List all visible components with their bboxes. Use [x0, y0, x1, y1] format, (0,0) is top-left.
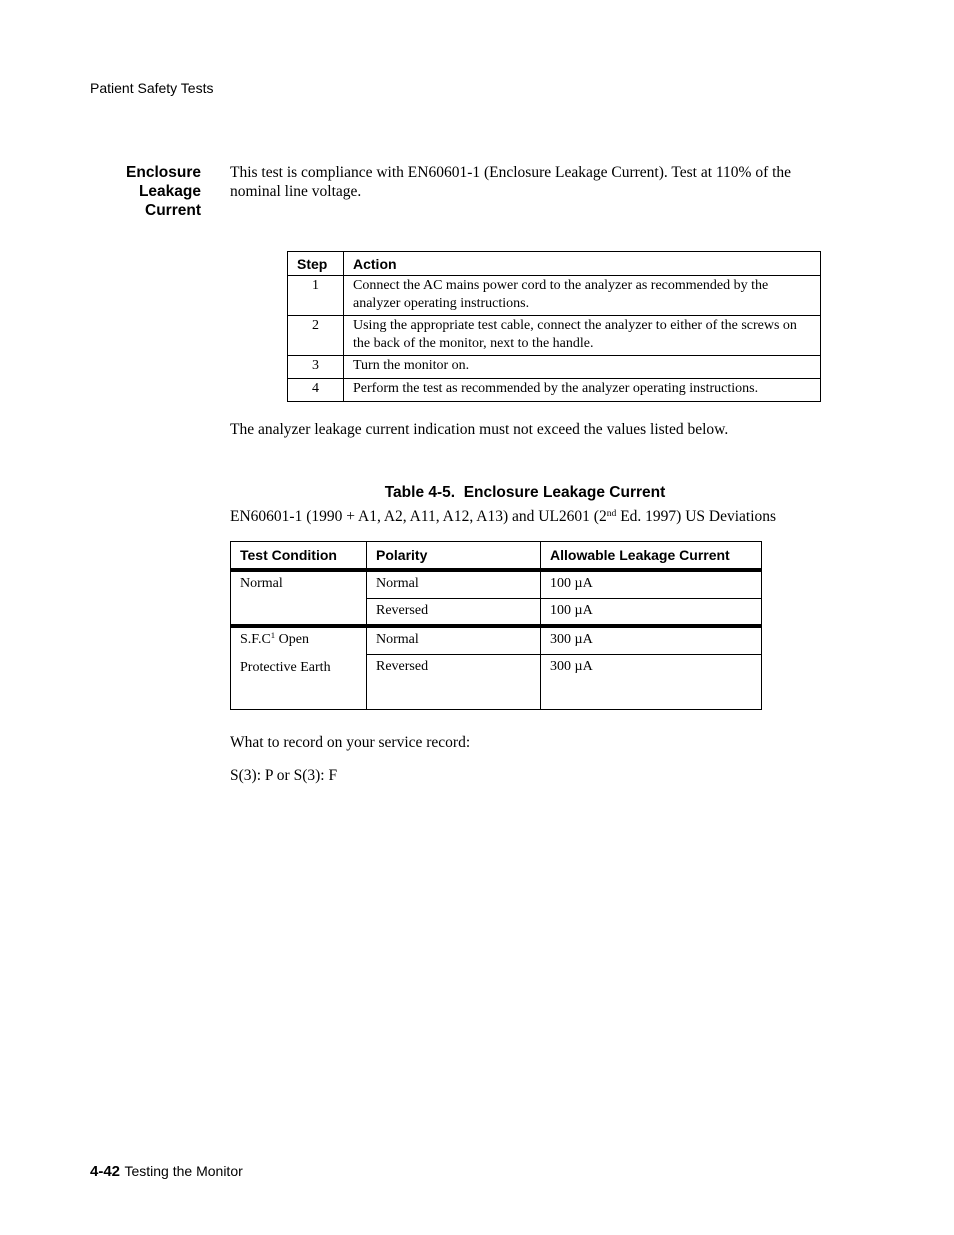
table-row: [288, 356, 821, 379]
step-column-header: Step: [288, 252, 344, 276]
polarity-header: Polarity: [367, 542, 541, 571]
subtitle-superscript: nd: [606, 507, 617, 519]
leakage-limit-cell: 100 µA: [541, 570, 762, 598]
table-row: [288, 276, 821, 316]
subtitle-text: EN60601-1 (1990 + A1, A2, A11, A12, A13) and UL2601 (2: [230, 508, 607, 525]
table-row: [288, 379, 821, 402]
test-condition-cell: Normal: [231, 570, 367, 626]
step-number: 1: [288, 276, 344, 316]
step-number: 4: [288, 379, 344, 402]
leakage-limit-cell: 300 µA: [541, 626, 762, 654]
condition-footnote-mark: 1: [270, 630, 276, 641]
table-row: [231, 570, 762, 598]
table-row: [288, 316, 821, 356]
condition-line-1: [240, 631, 357, 649]
test-condition-cell: [231, 626, 367, 709]
step-action: Connect the AC mains power cord to the analyzer as recommended by the analyzer operating instructions.: [344, 276, 821, 316]
step-number: 2: [288, 316, 344, 356]
table-subtitle: [230, 507, 776, 526]
section-heading-line: Current: [145, 202, 201, 219]
subtitle-text-end: Ed. 1997) US Deviations: [616, 508, 777, 525]
section-heading: [60, 163, 201, 220]
condition-text-end: Open: [275, 632, 309, 647]
leakage-limit-cell: 100 µA: [541, 598, 762, 626]
step-action: Using the appropriate test cable, connect the analyzer to either of the screws on the back of the monitor, next to the handle.: [344, 316, 821, 356]
table-caption: Table 4-5. Enclosure Leakage Current: [384, 484, 666, 501]
page-footer: [90, 1162, 243, 1181]
intro-paragraph: This test is compliance with EN60601-1 (Enclosure Leakage Current). Test at 110% of the nominal line voltage.: [230, 164, 792, 200]
polarity-cell: Reversed: [367, 654, 541, 709]
table-row: [231, 626, 762, 654]
condition-line-2: Protective Earth: [240, 660, 331, 675]
chapter-title: Testing the Monitor: [124, 1163, 243, 1179]
leakage-table-header: [231, 542, 762, 571]
polarity-cell: Reversed: [367, 598, 541, 626]
step-action: Perform the test as recommended by the analyzer operating instructions.: [344, 379, 821, 402]
polarity-cell: Normal: [367, 626, 541, 654]
leakage-limit-cell: 300 µA: [541, 654, 762, 709]
steps-table-header: [288, 252, 821, 276]
section-heading-line: Leakage: [138, 183, 201, 200]
polarity-cell: Normal: [367, 570, 541, 598]
page-number: 4-42: [90, 1163, 121, 1180]
condition-text: S.F.C: [240, 632, 271, 647]
step-number: 3: [288, 356, 344, 379]
test-condition-header: Test Condition: [231, 542, 367, 571]
steps-table: [287, 251, 821, 402]
action-column-header: Action: [344, 252, 821, 276]
running-header: Patient Safety Tests: [90, 80, 214, 96]
allowable-leakage-header: Allowable Leakage Current: [541, 542, 762, 571]
step-action: Turn the monitor on.: [344, 356, 821, 379]
limit-note: The analyzer leakage current indication must not exceed the values listed below.: [230, 421, 729, 438]
leakage-table: [230, 541, 762, 710]
section-heading-line: Enclosure: [126, 164, 201, 181]
service-record-value: S(3): P or S(3): F: [230, 767, 338, 784]
service-record-prompt: What to record on your service record:: [230, 734, 471, 751]
